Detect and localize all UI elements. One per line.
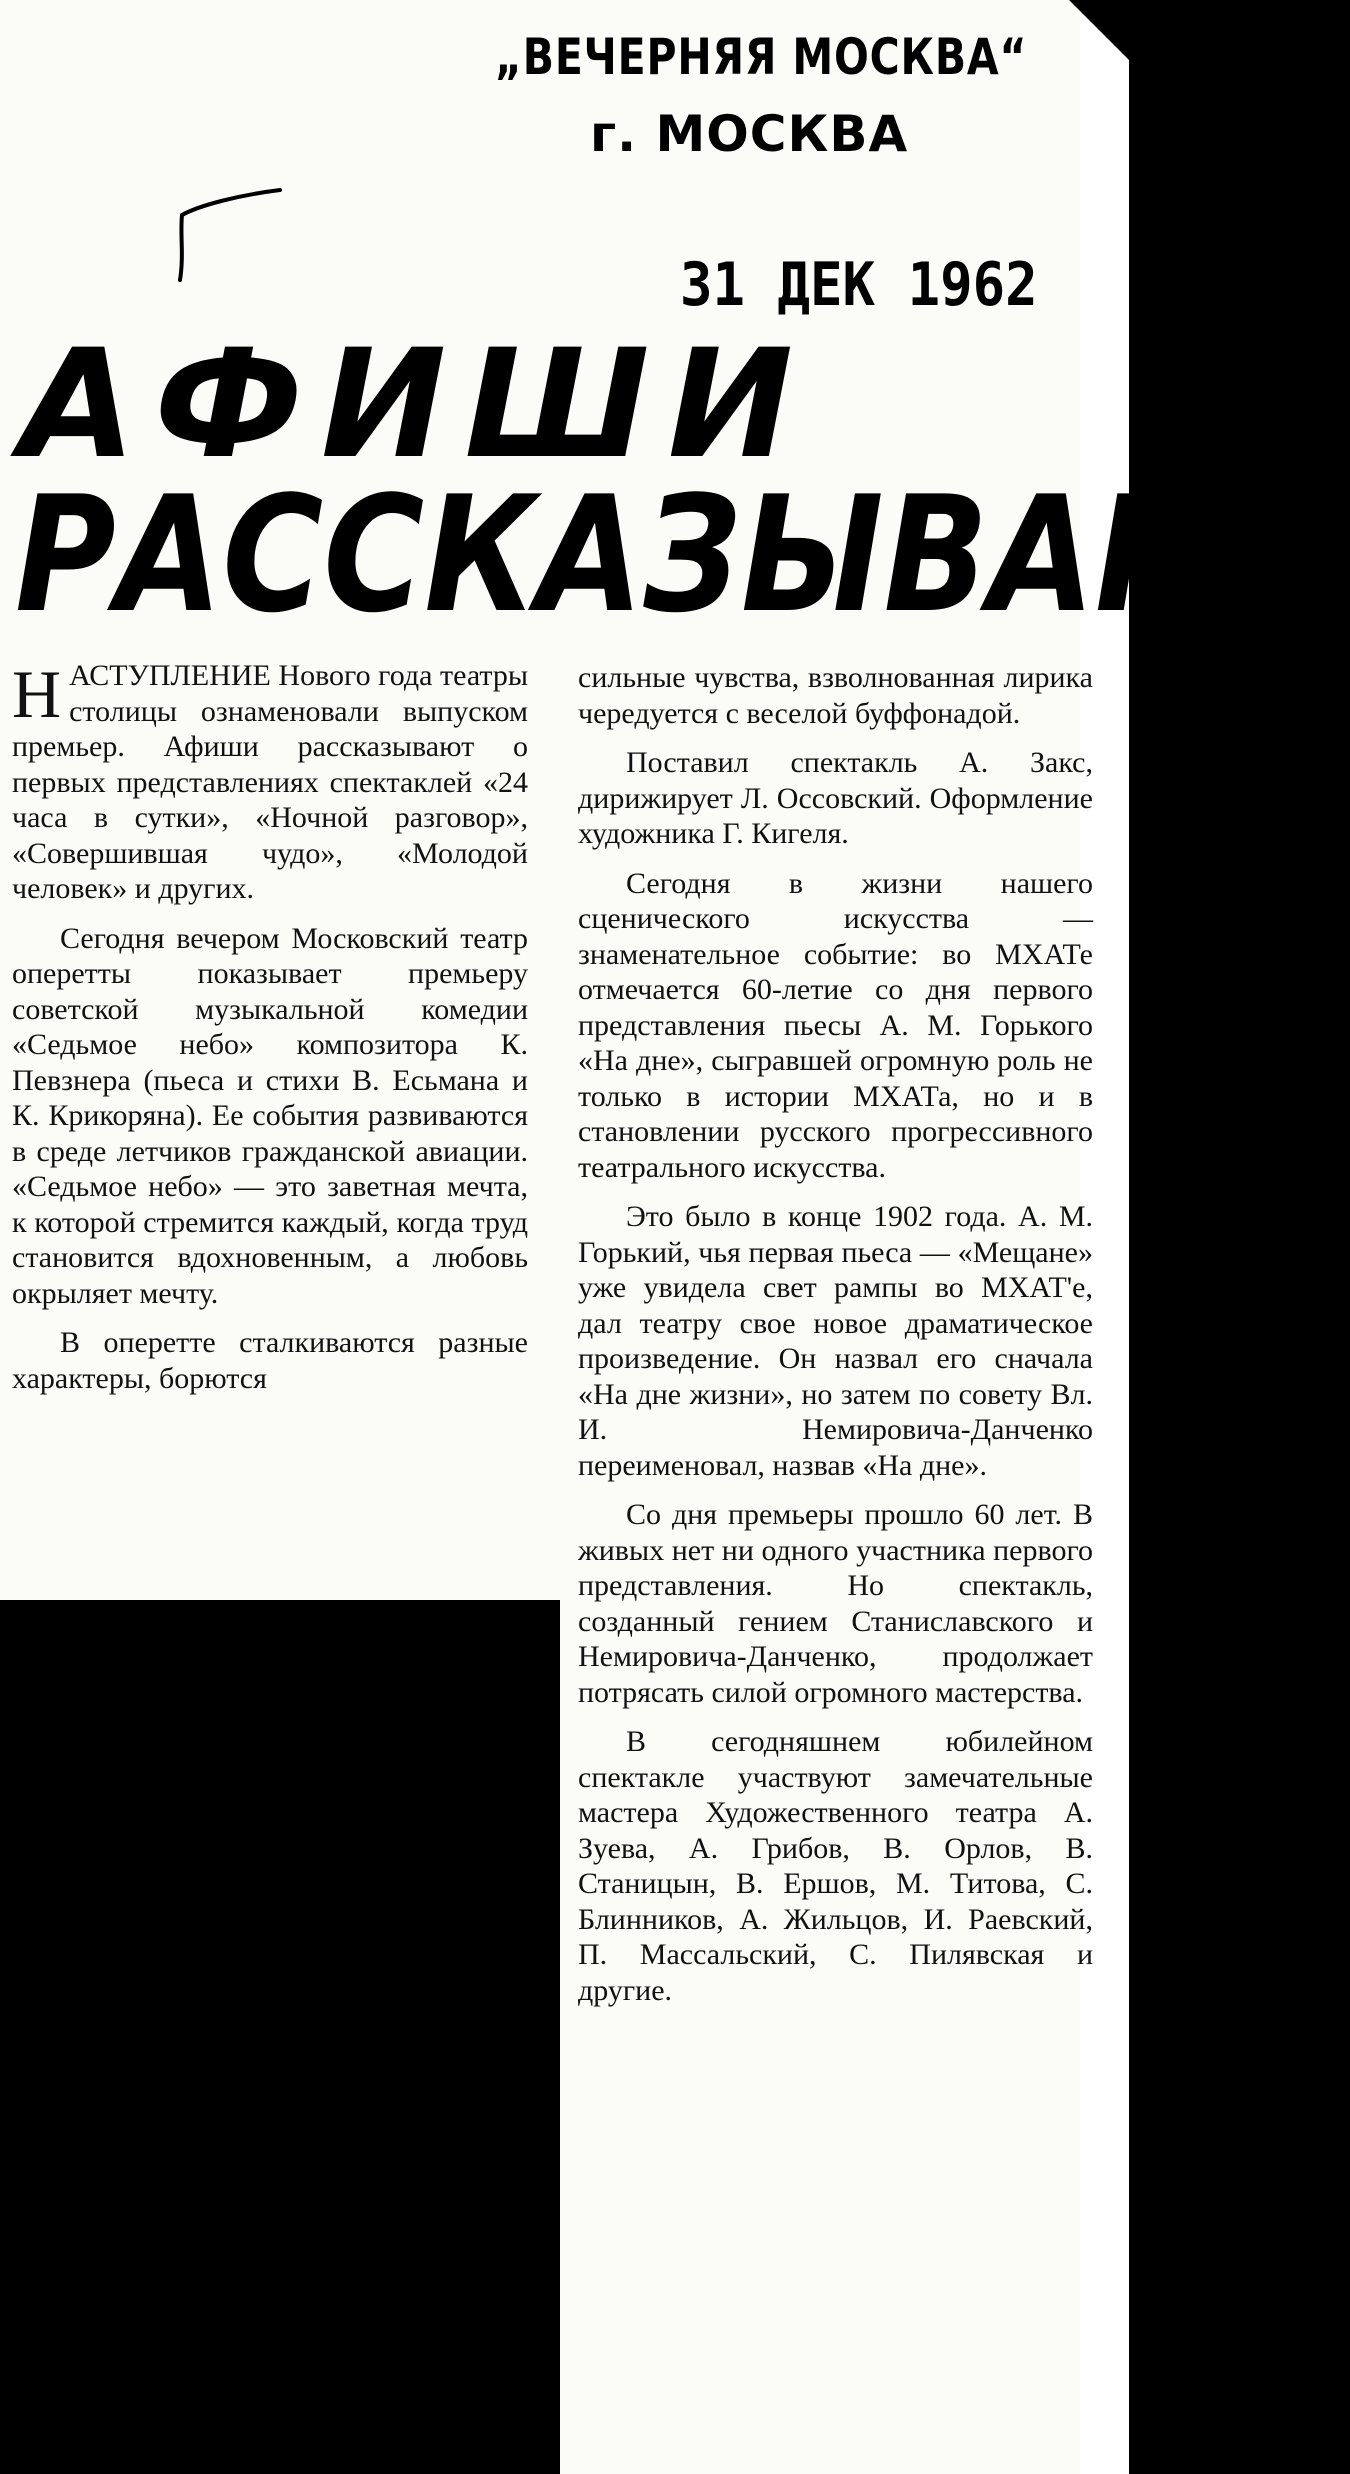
drop-cap: Н: [12, 656, 62, 732]
article-paragraph: Это было в конце 1902 года. А. М. Горький, чья первая пьеса — «Мещане» уже увидела свет рампы во МХАТ'е, дал театру свое новое драматическое произведение. Он назвал его сначала «На дне жизни», но затем по совету Вл. И. Немировича-Данченко переименовал, назвав «На дне».: [578, 1200, 1093, 1482]
article-paragraph: Поставил спектакль А. Закс, дирижирует Л. Оссовский. Оформление художника Г. Кигеля.: [578, 746, 1093, 850]
publication-name-stamp: „ВЕЧЕРНЯЯ МОСКВА“: [495, 28, 1028, 86]
article-paragraph: сильные чувства, взволнованная лирика чередуется с веселой буффонадой.: [578, 661, 1093, 730]
article-column-right: [578, 660, 1093, 2022]
publication-city-stamp: г. МОСКВА: [590, 105, 909, 163]
paragraph-text: АСТУПЛЕНИЕ Нового года театры столицы ознаменовали выпуском премьер. Афиши рассказывают о первых представлениях спектаклей «24 часа в сутки», «Ночной разговор», «Совершившая чудо», «Молодой человек» и других.: [12, 659, 528, 905]
article-paragraph: Со дня премьеры прошло 60 лет. В живых нет ни одного участника первого представления. Но спектакль, созданный гением Станиславского и Немировича-Данченко, продолжает потрясать силой огромного мастерства.: [578, 1498, 1093, 1709]
article-paragraph: Сегодня вечером Московский театр оперетты показывает премьеру советской музыкальной комедии «Седьмое небо» композитора К. Певзнера (пьеса и стихи В. Есьмана и К. Крикоряна). Ее события развиваются в среде летчиков гражданской авиации. «Седьмое небо» — это заветная мечта, к которой стремится каждый, когда труд становится вдохновенным, а любовь окрыляет мечту.: [12, 921, 528, 1310]
article-paragraph: В сегодняшнем юбилейном спектакле участвуют замечательные мастера Художественного театра А. Зуева, А. Грибов, В. Орлов, В. Станицын, В. Ершов, М. Титова, С. Блинников, А. Жильцов, И. Раевский, П. Массальский, С. Пилявская и другие.: [578, 1725, 1093, 2007]
article-paragraph: В оперетте сталкиваются разные характеры, борются: [12, 1326, 528, 1395]
headline-line-1: АФИШИ: [20, 318, 812, 492]
headline-line-2: РАССКАЗЫВАЮТ: [15, 461, 1350, 648]
article-paragraph: [12, 658, 528, 907]
article-paragraph: Сегодня в жизни нашего сценического искусства — знаменательное событие: во МХАТе отмечается 60-летие со дня первого представления пьесы А. М. Горького «На дне», сыгравшей огромную роль не только в истории МХАТа, но и в становлении русского прогрессивного театрального искусства.: [578, 866, 1093, 1184]
date-stamp: 31 ДЕК 1962: [680, 250, 1038, 320]
article-column-left: [12, 658, 528, 1410]
handwritten-check-mark-icon: [160, 175, 290, 305]
